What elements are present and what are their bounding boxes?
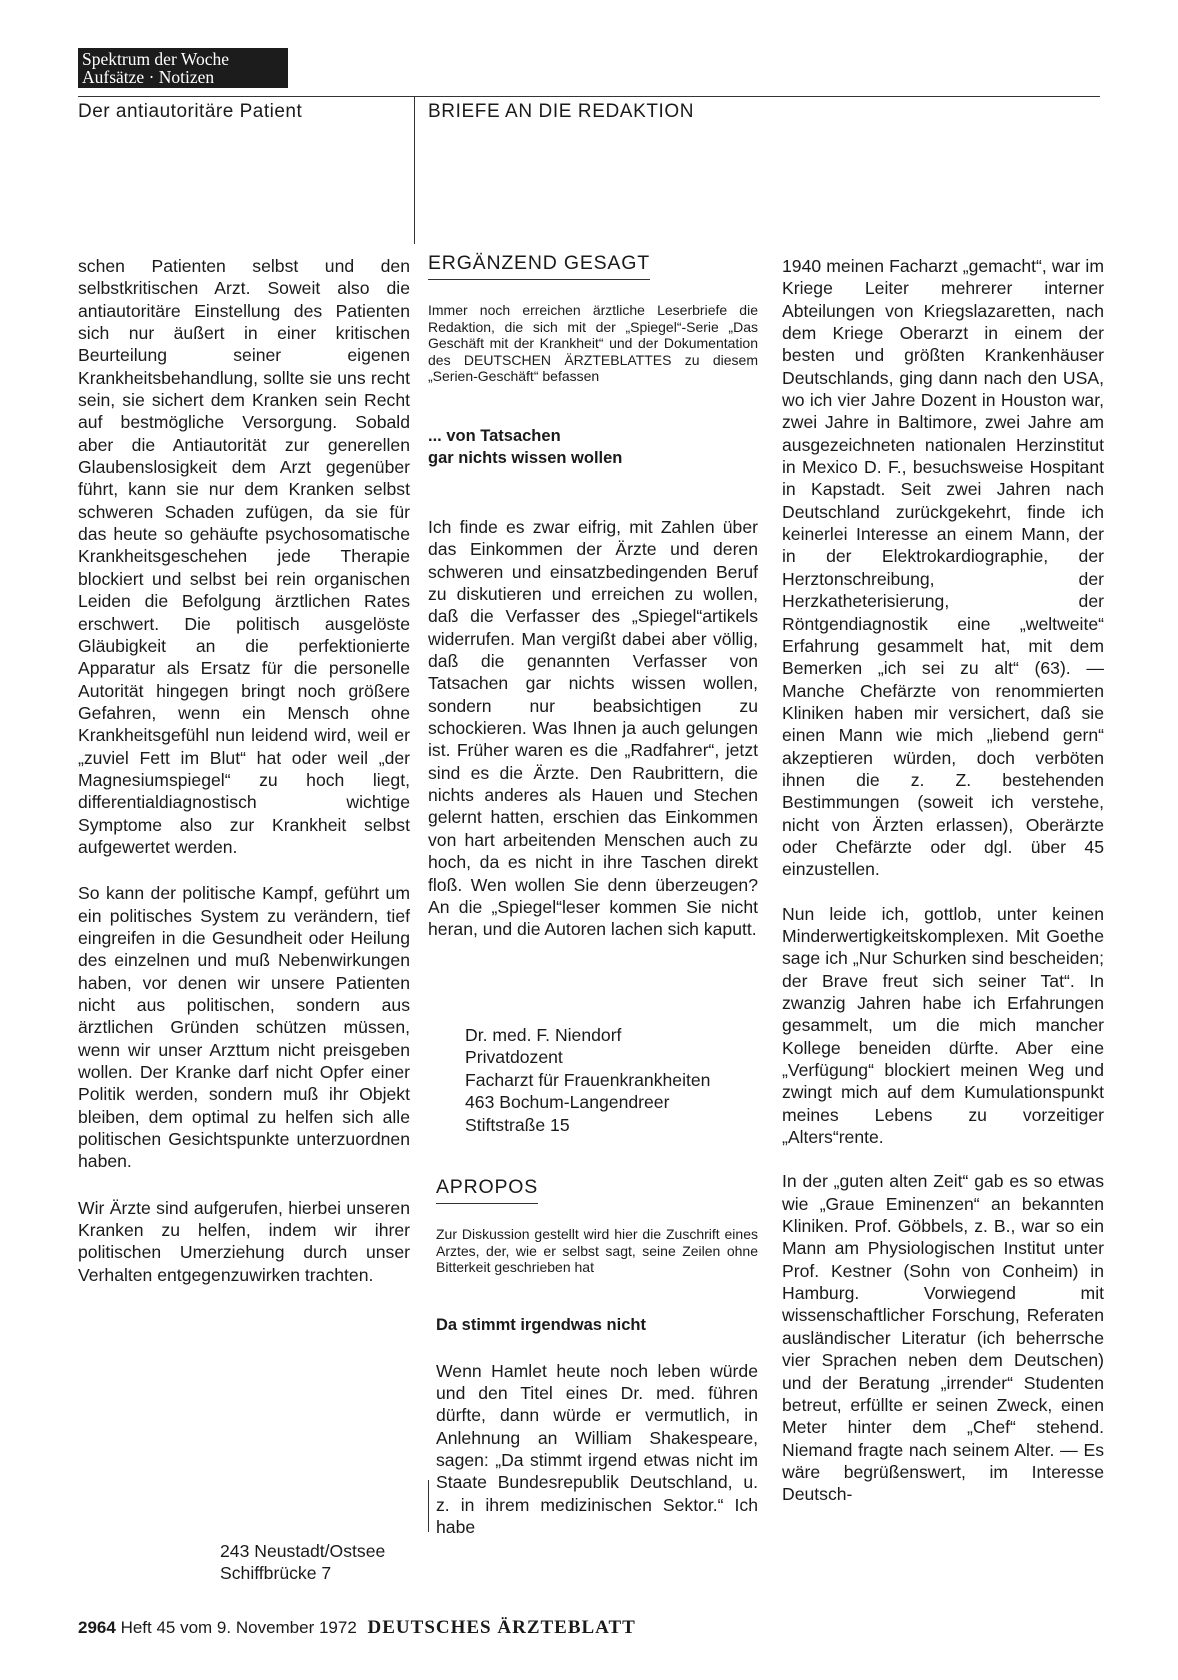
signature-line-3: Facharzt für Frauenkrankheiten <box>465 1069 711 1090</box>
article-running-title: Der antiautoritäre Patient <box>78 101 303 122</box>
right-paragraph-2: Nun leide ich, gottlob, unter keinen Minderwertigkeitskomplexen. Mit Goethe sage ich „Nur Schurken sind bescheiden; der Brave freut sich seiner Tat“. In zwanzig Jahren habe ich Erfahrungen gesammelt, um die mich mancher Kollege beneiden dürfte. Aber eine „Verfügung“ blockiert meinen Weg und zwingt mich auf dem Kumulationspunkt meines Lebens zu vorzeitiger „Alters“rente. <box>782 903 1104 1148</box>
journal-name: DEUTSCHES ÄRZTEBLATT <box>367 1617 636 1638</box>
letter1-title <box>428 425 758 469</box>
author-address <box>220 1540 385 1585</box>
section-title-apropos: APROPOS <box>436 1176 538 1204</box>
section-intro-ergaenzend: Immer noch erreichen ärztliche Leserbriefe die Redaktion, die sich mit der „Spiegel“-Serie „Das Geschäft mit der Krankheit“ und der Dokumentation des DEUTSCHEN ÄRZTEBLATTES zu diesem „Serien-Geschäft“ befassen <box>428 302 758 384</box>
left-column <box>78 255 410 1286</box>
page-number: 2964 <box>78 1618 116 1637</box>
letter1-text: Ich finde es zwar eifrig, mit Zahlen über das Einkommen der Ärzte und deren schweren und einsatzbedingenden Beruf zu diskutieren und erreichen zu wollen, daß die Verfasser des „Spiegel“artikels widerrufen. Man vergißt dabei aber völlig, daß die genannten Verfasser von Tatsachen gar nichts wissen wollen, sondern nur beabsichtigen zu schockieren. Was Ihnen ja auch gelungen ist. Früher waren es die „Radfahrer“, jetzt sind es die Ärzte. Den Raubrittern, die nichts anderes als Hauen und Stechen gelernt hatten, erschien das Einkommen von hart arbeitenden Menschen auch zu hoch, da es nicht in ihre Taschen direkt floß. Wen wollen Sie denn überzeugen? An die „Spiegel“leser kommen Sie nicht heran, und die Autoren lachen sich kaputt. <box>428 517 758 940</box>
masthead-line2: Aufsätze · Notizen <box>82 67 215 87</box>
lower-column-divider <box>428 1480 429 1532</box>
address-line-2: Schiffbrücke 7 <box>220 1563 332 1584</box>
left-paragraph-2: So kann der politische Kampf, geführt um ein politisches System zu verändern, tief eingreifen in die Gesundheit oder Heilung des einzelnen und muß Nebenwirkungen haben, vor denen wir unsere Patienten nicht aus politischen, sondern aus ärztlichen Gründen schützen müssen, wenn wir unser Arzttum nicht preisgeben wollen. Der Kranke darf nicht Opfer einer Politik werden, sondern muß ihr Objekt bleiben, dem optimal zu helfen sich alle politischen Gesichtspunkte unterzuordnen haben. <box>78 883 410 1172</box>
signature-line-2: Privatdozent <box>465 1047 563 1068</box>
masthead-line1: Spektrum der Woche <box>82 49 229 69</box>
section-title-ergaenzend: ERGÄNZEND GESAGT <box>428 252 650 280</box>
letter1-title-line2: gar nichts wissen wollen <box>428 448 623 467</box>
column-divider <box>414 96 415 244</box>
left-paragraph-1: schen Patienten selbst und den selbstkritischen Arzt. Soweit also die antiautoritäre Einstellung des Patienten sich nur äußert in einer kritischen Beurteilung seiner eigenen Krankheitsbehandlung, sollte sie uns recht sein, sie sichert dem Kranken sein Recht auf bestmögliche Versorgung. Sobald aber die Antiautorität zur generellen Glaubenslosigkeit dem Arzt gegenüber führt, kann sie nur dem Kranken selbst schweren Schaden zufügen, da sie für das heute so gehäufte psychosomatische Krankheitsgeschehen jede Therapie blockiert und selbst bei rein organischen Leiden die Befolgung ärztlichen Rates erschwert. Die politisch ausgelöste Gläubigkeit an die perfektionierte Apparatur als Ersatz für die personelle Autorität hingegen bringt noch größere Gefahren, wenn ein Mensch ohne Krankheitsgefühl nun leidend wird, weil er „zuviel Fett im Blut“ hat oder weil „der Magnesiumspiegel“ zu hoch liegt, differentialdiagnostisch wichtige Symptome also zur Krankheit selbst aufgewertet werden. <box>78 256 410 857</box>
issue-info: Heft 45 vom 9. November 1972 <box>120 1618 357 1637</box>
top-rule <box>78 96 1100 97</box>
left-paragraph-3: Wir Ärzte sind aufgerufen, hierbei unseren Kranken zu helfen, indem wir ihrer politischen Umerziehung durch unser Verhalten entgegenzuwirken trachten. <box>78 1197 410 1285</box>
letter1-title-line1: ... von Tatsachen <box>428 426 561 445</box>
section-running-title: BRIEFE AN DIE REDAKTION <box>428 101 695 122</box>
signature-line-5: Stiftstraße 15 <box>465 1114 570 1135</box>
letter1-body <box>428 516 758 941</box>
signature-line-4: 463 Bochum-Langendreer <box>465 1092 670 1113</box>
right-column <box>782 255 1104 1506</box>
signature-line-1: Dr. med. F. Niendorf <box>465 1025 622 1045</box>
letter2-title: Da stimmt irgendwas nicht <box>436 1315 646 1334</box>
section-intro-apropos: Zur Diskussion gestellt wird hier die Zuschrift eines Arztes, der, wie er selbst sagt, seine Zeilen ohne Bitterkeit geschrieben hat <box>436 1226 758 1275</box>
masthead-box <box>78 48 288 88</box>
section-apropos <box>436 1176 758 1538</box>
right-paragraph-1: 1940 meinen Facharzt „gemacht“, war im Kriege Leiter mehrerer interner Abteilungen von Kriegslazaretten, nach dem Kriege Oberarzt in einem der besten und größten Krankenhäuser Deutschlands, ging dann nach den USA, wo ich vier Jahre Dozent in Houston war, zwei Jahre in Baltimore, zwei Jahre am ausgezeichneten nationalen Herzinstitut in Mexico D. F., besuchsweise Hospitant in Kapstadt. Seit zwei Jahren nach Deutschland zurückgekehrt, finde ich keinerlei Interesse an einem Mann, der in der Elektrokardiographie, der Herztonschreibung, der Herzkatheterisierung, der Röntgendiagnostik eine „weltweite“ Erfahrung gesammelt hat, mit dem Bemerken „ich sei zu alt“ (63). — Manche Chefärzte von renommierten Kliniken haben mir versichert, daß sie einen Mann wie mich „liebend gern“ akzeptieren würden, doch verböten ihnen die z. Z. bestehenden Bestimmungen (soweit ich verstehe, nicht von Ärzten erlassen), Oberärzte oder Chefärzte oder dgl. über 45 einzustellen. <box>782 256 1104 880</box>
page-footer <box>78 1617 636 1639</box>
letter1-signature <box>465 1024 710 1136</box>
address-line-1: 243 Neustadt/Ostsee <box>220 1541 386 1561</box>
section-ergaenzend <box>428 252 758 469</box>
letter2-body: Wenn Hamlet heute noch leben würde und den Titel eines Dr. med. führen dürfte, dann würde er vermutlich, in Anlehnung an William Shakespeare, sagen: „Da stimmt irgend etwas nicht im Staate Bundesrepublik Deutschland, u. z. in ihrem medizinischen Sektor.“ Ich habe <box>436 1360 758 1537</box>
right-paragraph-3: In der „guten alten Zeit“ gab es so etwas wie „Graue Eminenzen“ an bekannten Kliniken. Prof. Göbbels, z. B., war so ein Mann am Physiologischen Institut unter Prof. Kestner (Sohn von Conheim) in Hamburg. Vorwiegend mit wissenschaftlicher Forschung, Referaten ausländischer Literatur (ich beherrsche vier Sprachen neben dem Deutschen) und der Beratung „irrender“ Studenten betreut, erfüllte er seinen Zweck, einen Meter hinter dem „Chef“ stehend. Niemand fragte nach seinem Alter. — Es wäre begrüßenswert, im Interesse Deutsch- <box>782 1171 1104 1505</box>
